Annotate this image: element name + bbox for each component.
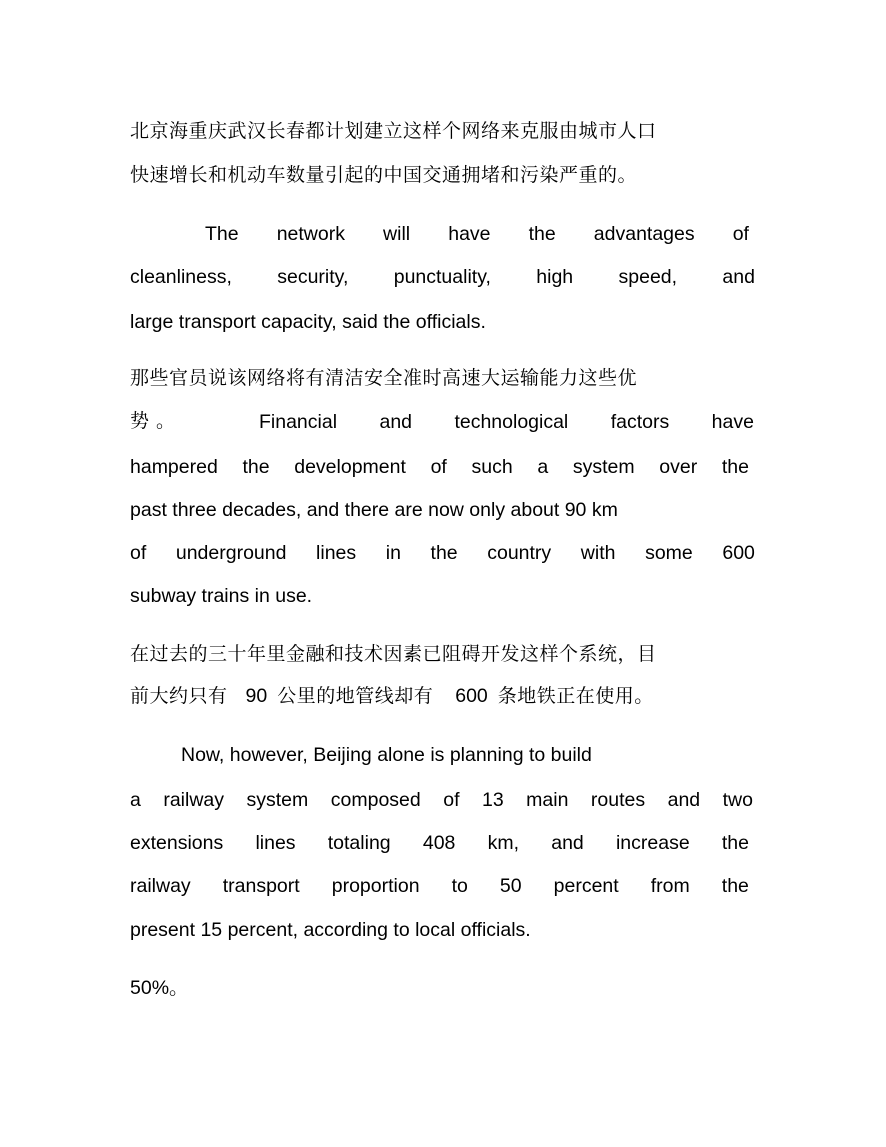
word: a — [130, 789, 141, 811]
word: system — [246, 789, 309, 811]
paragraph-2-line-3: large transport capacity, said the officials. — [130, 311, 486, 333]
paragraph-3-line-1: 那些官员说该网络将有清洁安全准时高速大运输能力这些优 — [130, 367, 638, 389]
paragraph-5-line-1: Now, however, Beijing alone is planning to build — [181, 744, 592, 766]
paragraph-5-line-5: present 15 percent, according to local officials. — [130, 919, 531, 941]
word: Financial — [259, 411, 338, 433]
word: advantages — [593, 223, 695, 245]
paragraph-3-line-2 — [259, 413, 754, 433]
word: factors — [610, 411, 670, 433]
word: of — [130, 542, 147, 564]
word: and — [722, 266, 755, 288]
word: main — [526, 789, 569, 811]
word: to — [451, 875, 468, 897]
word: proportion — [331, 875, 420, 897]
word: 408 — [422, 832, 456, 854]
word: percent — [553, 875, 619, 897]
word: have — [711, 411, 754, 433]
word: the — [528, 223, 556, 245]
word: transport — [222, 875, 300, 897]
word: a — [537, 456, 549, 478]
paragraph-6-line-1: 50%。 — [130, 977, 189, 999]
word: country — [487, 542, 552, 564]
word: railway — [130, 875, 191, 897]
paragraph-2-line-2 — [130, 268, 755, 288]
word: development — [294, 456, 406, 478]
word: extensions — [130, 832, 224, 854]
word: will — [383, 223, 411, 245]
word: some — [645, 542, 693, 564]
word: 600 — [722, 542, 755, 564]
word: and — [551, 832, 584, 854]
word: punctuality, — [393, 266, 491, 288]
paragraph-4-number-600: 600 — [455, 685, 488, 707]
word: such — [471, 456, 513, 478]
word: with — [580, 542, 616, 564]
word: over — [659, 456, 698, 478]
word: have — [448, 223, 491, 245]
word: of — [443, 789, 460, 811]
paragraph-3-line-5 — [130, 544, 755, 564]
word: of — [430, 456, 447, 478]
word: routes — [590, 789, 646, 811]
word: high — [536, 266, 574, 288]
paragraph-3-line-4: past three decades, and there are now only about 90 km — [130, 499, 618, 521]
paragraph-3-line-3 — [130, 458, 749, 478]
word: from — [650, 875, 690, 897]
paragraph-5-line-2 — [130, 791, 753, 811]
paragraph-4-text-c: 公里的地管线却有 — [277, 685, 434, 707]
word: the — [242, 456, 270, 478]
word: 13 — [481, 789, 504, 811]
word: underground — [175, 542, 287, 564]
word: lines — [255, 832, 296, 854]
word: increase — [615, 832, 690, 854]
word: composed — [330, 789, 421, 811]
word: totaling — [327, 832, 391, 854]
paragraph-2-line-1 — [205, 225, 749, 245]
word: and — [379, 411, 413, 433]
word: cleanliness, — [130, 266, 232, 288]
word: The — [205, 223, 239, 245]
paragraph-5-line-4 — [130, 877, 749, 897]
paragraph-4-line-1: 在过去的三十年里金融和技术因素已阻碍开发这样个系统，目 — [130, 643, 657, 665]
word: hampered — [130, 456, 218, 478]
word: in — [385, 542, 401, 564]
word: technological — [454, 411, 569, 433]
paragraph-5-line-3 — [130, 834, 749, 854]
paragraph-4-text-a: 前大约只有 — [130, 685, 228, 707]
paragraph-4-number-90: 90 — [245, 685, 268, 707]
word: two — [722, 789, 753, 811]
word: the — [721, 875, 749, 897]
word: 50 — [499, 875, 522, 897]
word: km, — [487, 832, 520, 854]
word: network — [276, 223, 345, 245]
word: lines — [316, 542, 357, 564]
paragraph-4-line-2 — [130, 687, 654, 707]
word: security, — [277, 266, 349, 288]
word: speed, — [618, 266, 678, 288]
word: of — [732, 223, 749, 245]
paragraph-3-line-6: subway trains in use. — [130, 585, 313, 607]
word: the — [721, 456, 749, 478]
paragraph-3-line-2-chinese: 势 。 — [130, 410, 176, 432]
word: and — [667, 789, 701, 811]
word: railway — [163, 789, 225, 811]
paragraph-4-text-e: 条地铁正在使用。 — [497, 685, 654, 707]
paragraph-1-line-2: 快速增长和机动车数量引起的中国交通拥堵和污染严重的。 — [130, 164, 638, 186]
word: system — [572, 456, 635, 478]
paragraph-1-line-1: 北京海重庆武汉长春都计划建立这样个网络来克服由城市人口 — [130, 120, 657, 142]
word: the — [721, 832, 749, 854]
word: the — [430, 542, 458, 564]
